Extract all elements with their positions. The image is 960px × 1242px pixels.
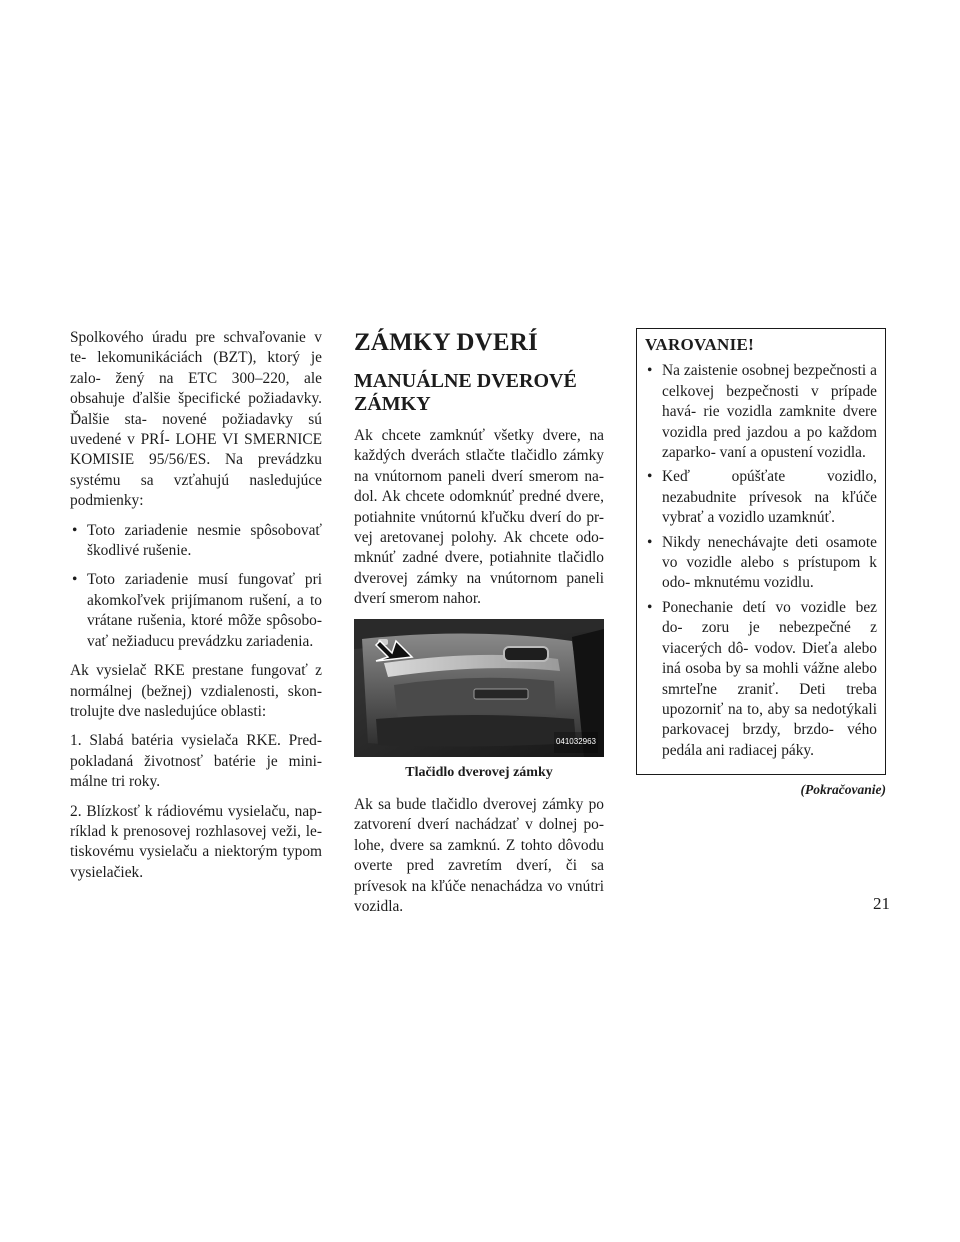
warning-box [636, 328, 886, 775]
figure-code: 041032963 [554, 732, 598, 752]
column-right [636, 328, 886, 801]
numbered-item-1: 1. Slabá batéria vysielača RKE. Pred- pokladaná životnosť batérie je mini- málne tri roky. [70, 732, 322, 791]
column-left [70, 328, 322, 892]
rke-paragraph: Ak vysielač RKE prestane fungovať z normálnej (bežnej) vzdialenosti, skon- trolujte dve nasledujúce oblasti: [70, 662, 322, 720]
warning-item: • Ponechanie detí vo vozidle bez do- zoru je nebezpečné z viacerých dô- vodov. Dieťa alebo iná osoba by sa mohli vážne alebo smrteľne zraniť. Deti treba upozorniť na to, aby sa nedotýkali parkovacej brzdy, brzdo- vého pedála ani radiacej páky. [645, 598, 877, 761]
lock-note-paragraph: Ak sa bude tlačidlo dverovej zámky po zatvorení dverí nachádzať v dolnej po- lohe, dvere sa zamknú. Z tohto dôvodu overte pred zavretím dverí, či sa prívesok na kľúče nenachádza vo vnútri vozidla. [354, 796, 604, 916]
page-number: 21 [873, 894, 890, 913]
warning-item: • Keď opúšťate vozidlo, nezabudnite prívesok na kľúče vybrať a vozidlo uzamknúť. [645, 467, 877, 528]
column-middle [354, 328, 604, 927]
section-heading: ZÁMKY DVERÍ [354, 329, 538, 356]
warning-item: • Na zaistenie osobnej bezpečnosti a celkovej bezpečnosti v prípade havá- rie vozidla zamknite dvere vozidla pred jazdou a po každom zaparko- vaní a opustení vozidla. [645, 361, 877, 463]
continued-note: (Pokračovanie) [800, 782, 886, 798]
numbered-item-2: 2. Blízkosť k rádiovému vysielaču, nap- ríklad k prenosovej rozhlasovej veži, le- tiskovému vysielaču a niektorým typom vysielačiek. [70, 802, 322, 881]
warning-title: VAROVANIE! [645, 335, 755, 354]
warning-item: • Nikdy nenechávajte deti osamote vo vozidle alebo s prístupom k odo- mknutému vozidlu. [645, 533, 877, 594]
warning-list [645, 361, 877, 761]
subsection-heading: MANUÁLNE DVEROVÉ ZÁMKY [354, 370, 577, 415]
list-item: • Toto zariadenie musí fungovať pri akomkoľvek prijímanom rušení, a to vrátane rušenia, ktoré môže spôsobo- vať nežiaducu prevádzku zariadenia. [70, 570, 322, 652]
lock-instructions-paragraph: Ak chcete zamknúť všetky dvere, na každých dverách stlačte tlačidlo zámky na vnútornom paneli dverí smerom na- dol. Ak chcete odomknúť predné dvere, potiahnite vnútornú kľučku dverí do pr- vej aretovanej polohy. Ak chcete odo- mknúť zadné dvere, potiahnite tlačidlo dverovej zámky na vnútornom paneli dverí smerom nahor. [354, 427, 604, 608]
figure-caption: Tlačidlo dverovej zámky [405, 764, 553, 780]
door-panel-photo [354, 619, 604, 757]
conditions-list [70, 521, 322, 652]
intro-paragraph: Spolkového úradu pre schvaľovanie v te- lekomunikáciách (BZT), ktorý je zalo- žený na ETC 300–220, ale obsahuje ďalšie špecifické požiadavky. Ďalšie sta- novené požiadavky sú uvedené v PRÍ- LOHE VI SMERNICE KOMISIE 95/56/ES. Na prevádzku systému sa vzťahujú nasledujúce podmienky: [70, 329, 322, 510]
list-item: • Toto zariadenie nesmie spôsobovať škodlivé rušenie. [70, 521, 322, 562]
